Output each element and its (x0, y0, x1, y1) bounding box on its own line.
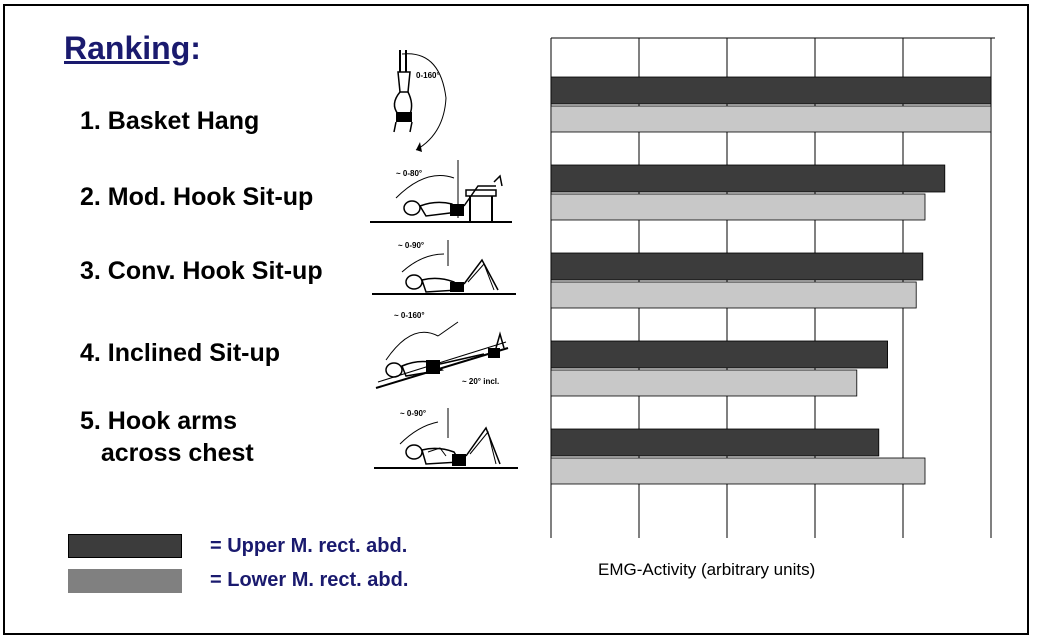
chart-bars (551, 77, 991, 484)
x-axis-label: EMG-Activity (arbitrary units) (598, 560, 816, 579)
bar-lower (551, 370, 857, 396)
bar-upper (551, 77, 991, 104)
illus-label: 0-160° (416, 71, 440, 80)
title-word: Ranking (64, 30, 191, 66)
bar-lower (551, 282, 916, 308)
illus-label: ~ 0-90° (398, 241, 425, 250)
bar-lower (551, 194, 925, 220)
bar-upper (551, 429, 879, 456)
bar-upper (551, 341, 888, 368)
illus-label: ~ 0-90° (400, 409, 427, 418)
rank-item-line: 3. Conv. Hook Sit-up (80, 257, 323, 285)
bar-upper (551, 165, 945, 192)
bar-upper (551, 253, 923, 280)
rank-item-line: 5. Hook arms (80, 407, 238, 435)
rank-item-line: 1. Basket Hang (80, 107, 260, 135)
rank-item-line: across chest (80, 439, 254, 467)
bar-lower (551, 106, 991, 132)
title-colon: : (190, 30, 201, 66)
illus-label: ~ 0-80° (396, 169, 423, 178)
illus-label-incline: ~ 20° incl. (462, 377, 500, 386)
legend-label-lower: = Lower M. rect. abd. (210, 569, 409, 591)
rank-item-line: 4. Inclined Sit-up (80, 339, 281, 367)
legend-label-upper: = Upper M. rect. abd. (210, 535, 408, 557)
bar-lower (551, 458, 925, 484)
rank-item-line: 2. Mod. Hook Sit-up (80, 183, 314, 211)
illus-label: ~ 0-160° (394, 311, 425, 320)
